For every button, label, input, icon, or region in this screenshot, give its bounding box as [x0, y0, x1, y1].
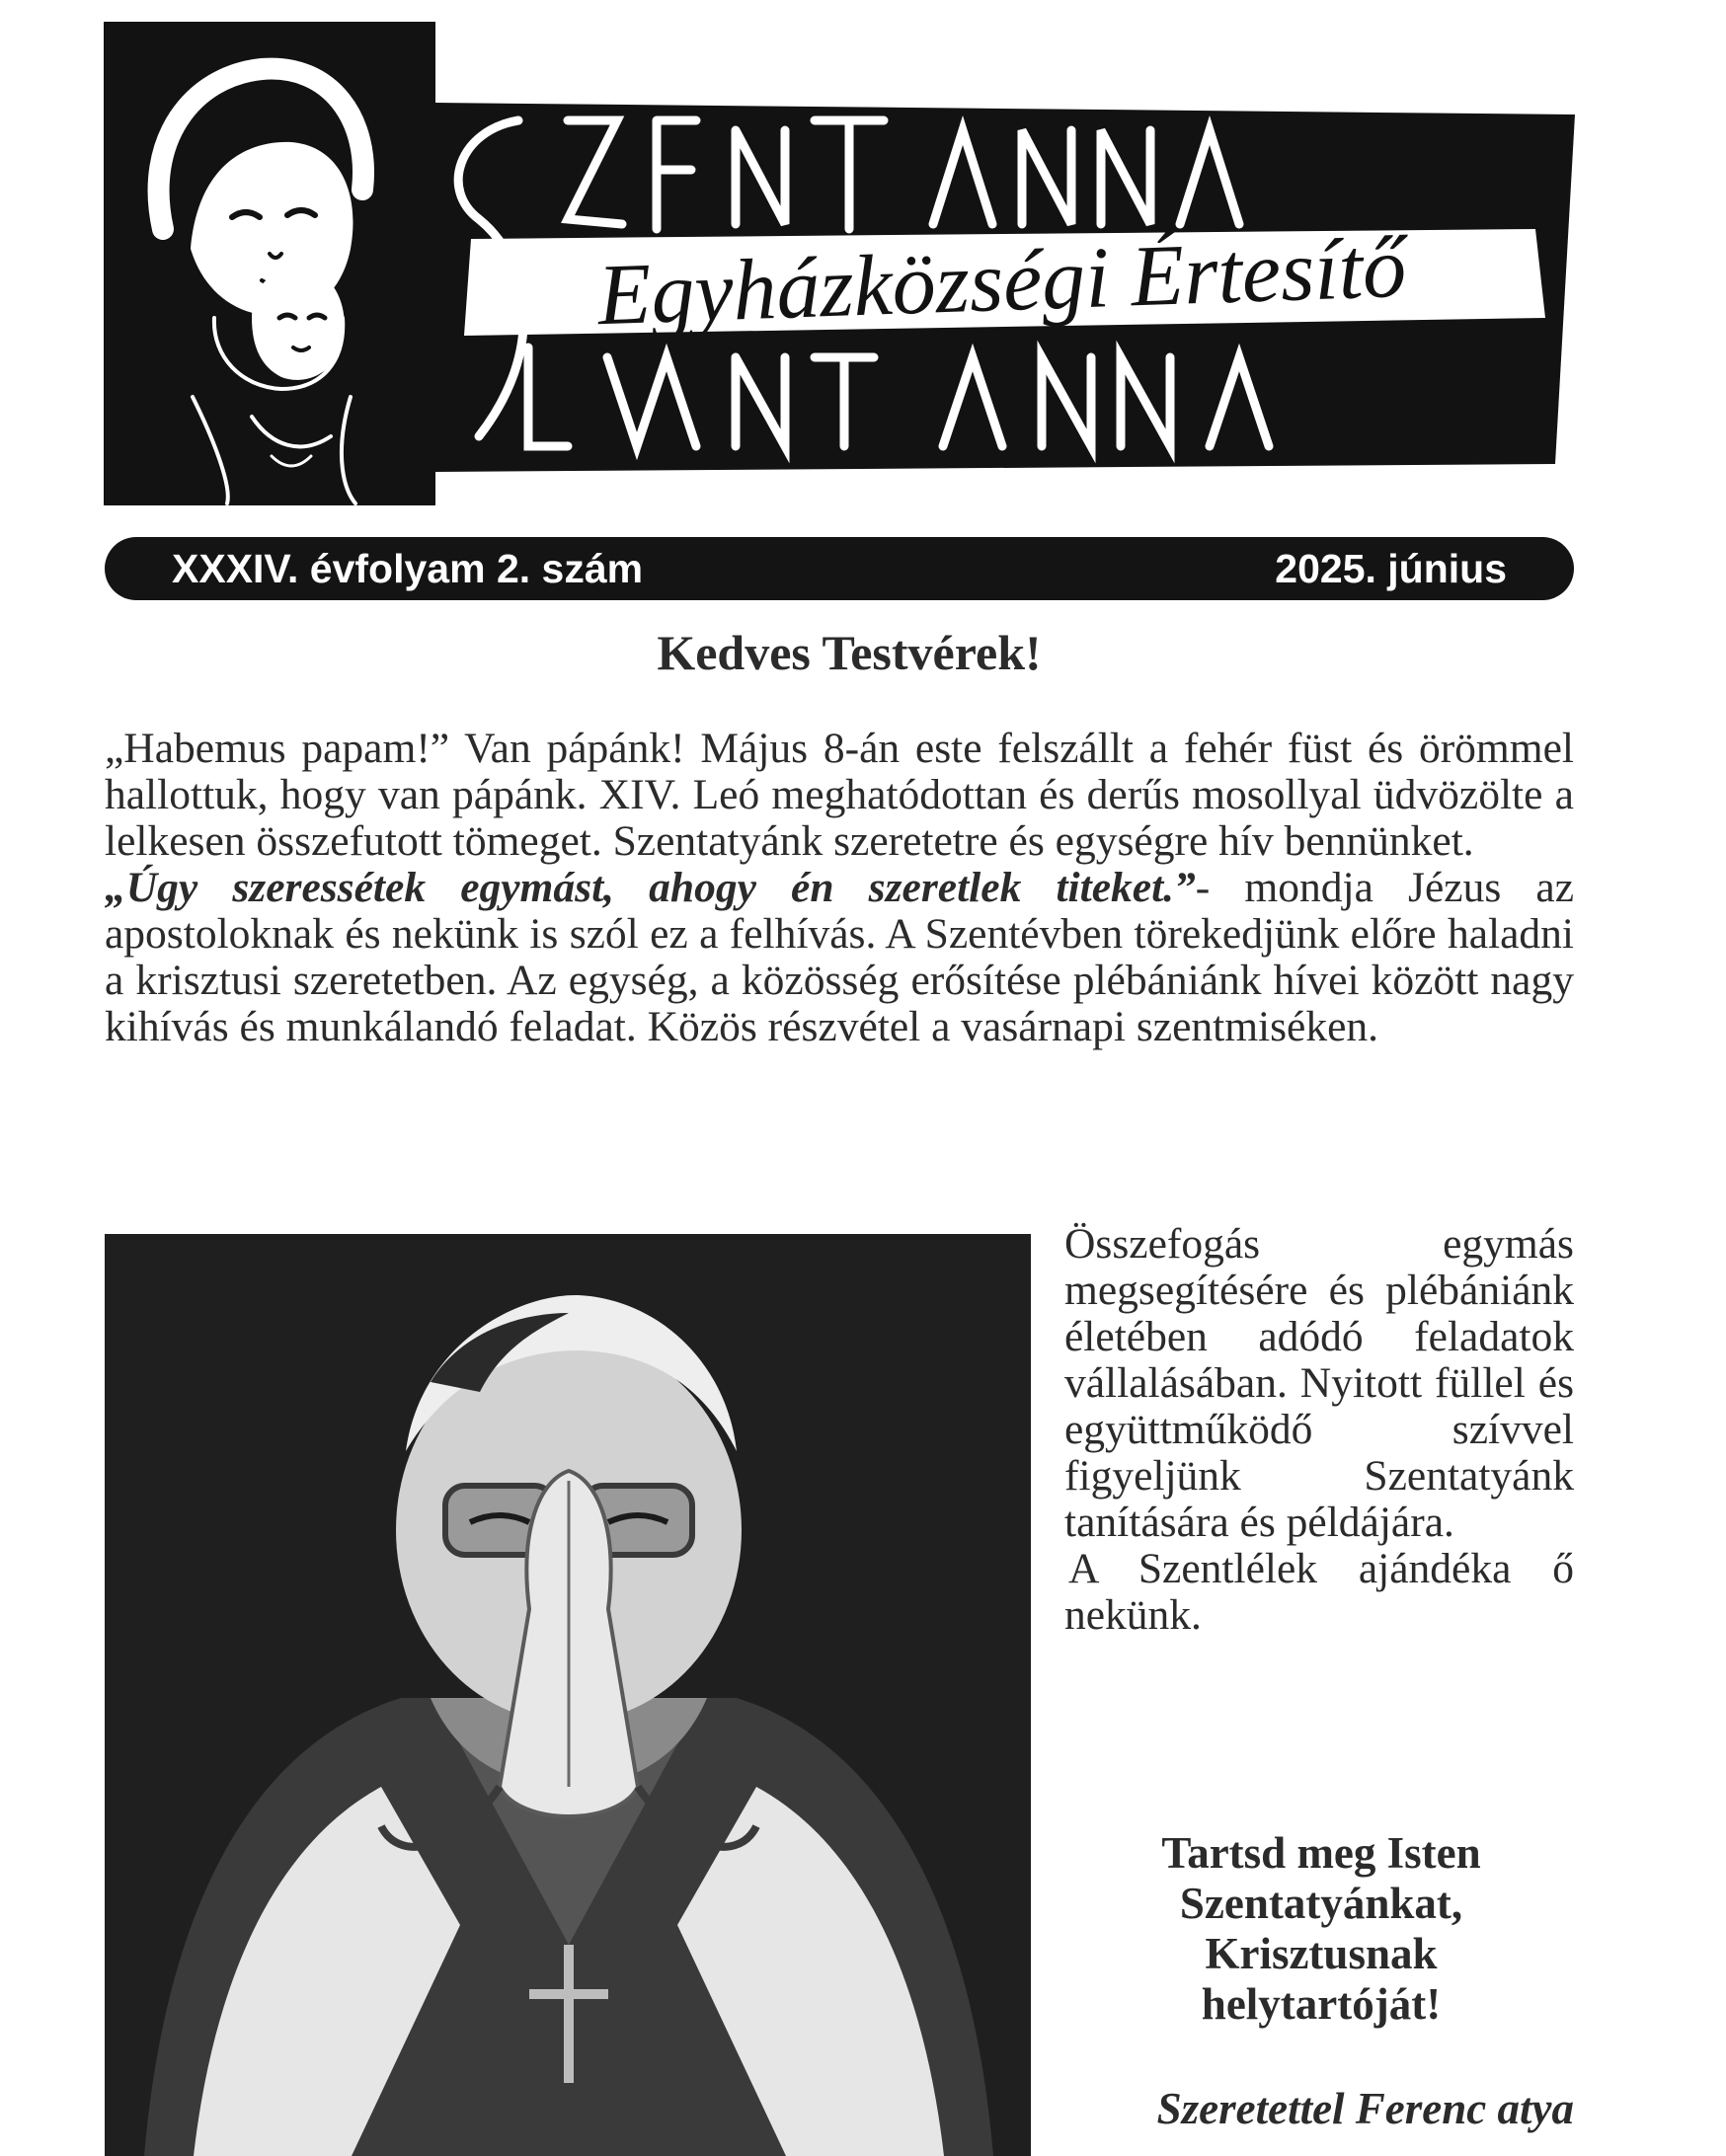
side-closing-line: A Szentlélek ajándéka ő nekünk. — [1064, 1545, 1574, 1639]
side-paragraph: Összefogás egymás megsegítésére és plébániánk életében adódó feladatok vállalásában. Nyitott füllel és együttműködő szívvel figyeljünk Szentatyánk tanítására és példájára. — [1064, 1220, 1574, 1546]
masthead-logo — [104, 22, 1575, 509]
pope-photo — [105, 1234, 1031, 2156]
prayer-block — [1064, 1828, 1578, 2030]
side-column-text — [1064, 1221, 1574, 1639]
intro-continuation: - mondja Jézus az apostoloknak és nekünk is szól ez a felhívás. A Szentévben törekedjünk előre haladni a krisztusi szeretetben. Az egység, a közösség erősítése plébániánk hívei között nagy kihívás és munkálandó feladat. Közös részvétel a vasárnapi szentmiséken. — [105, 864, 1574, 1050]
masthead-subtitle: Egyházközségi Értesítő — [595, 219, 1408, 345]
greeting-heading: Kedves Testvérek! — [657, 625, 1042, 680]
prayer-line: Krisztusnak — [1205, 1929, 1438, 1978]
prayer-line: helytartóját! — [1201, 1979, 1442, 2029]
intro-paragraph — [105, 726, 1574, 1050]
prayer-line: Tartsd meg Isten — [1161, 1828, 1481, 1878]
issue-date: 2025. június — [1275, 545, 1507, 591]
signature: Szeretettel Ferenc atya — [1156, 2084, 1574, 2133]
intro-text: „Habemus papam!” Van pápánk! Május 8-án este felszállt a fehér füst és örömmel hallottuk, hogy van pápánk. XIV. Leó meghatódottan és derűs mosollyal üdvözölte a lelkesen összefutott tömeget. Szentatyánk szeretetre és egységre hív bennünket. — [105, 725, 1574, 865]
prayer-line: Szentatyánkat, — [1179, 1879, 1463, 1928]
bible-quote: „Úgy szeressétek egymást, ahogy én szeretlek titeket.” — [105, 864, 1196, 911]
issue-info-bar — [105, 537, 1574, 600]
issue-number: XXXIV. évfolyam 2. szám — [172, 545, 644, 591]
